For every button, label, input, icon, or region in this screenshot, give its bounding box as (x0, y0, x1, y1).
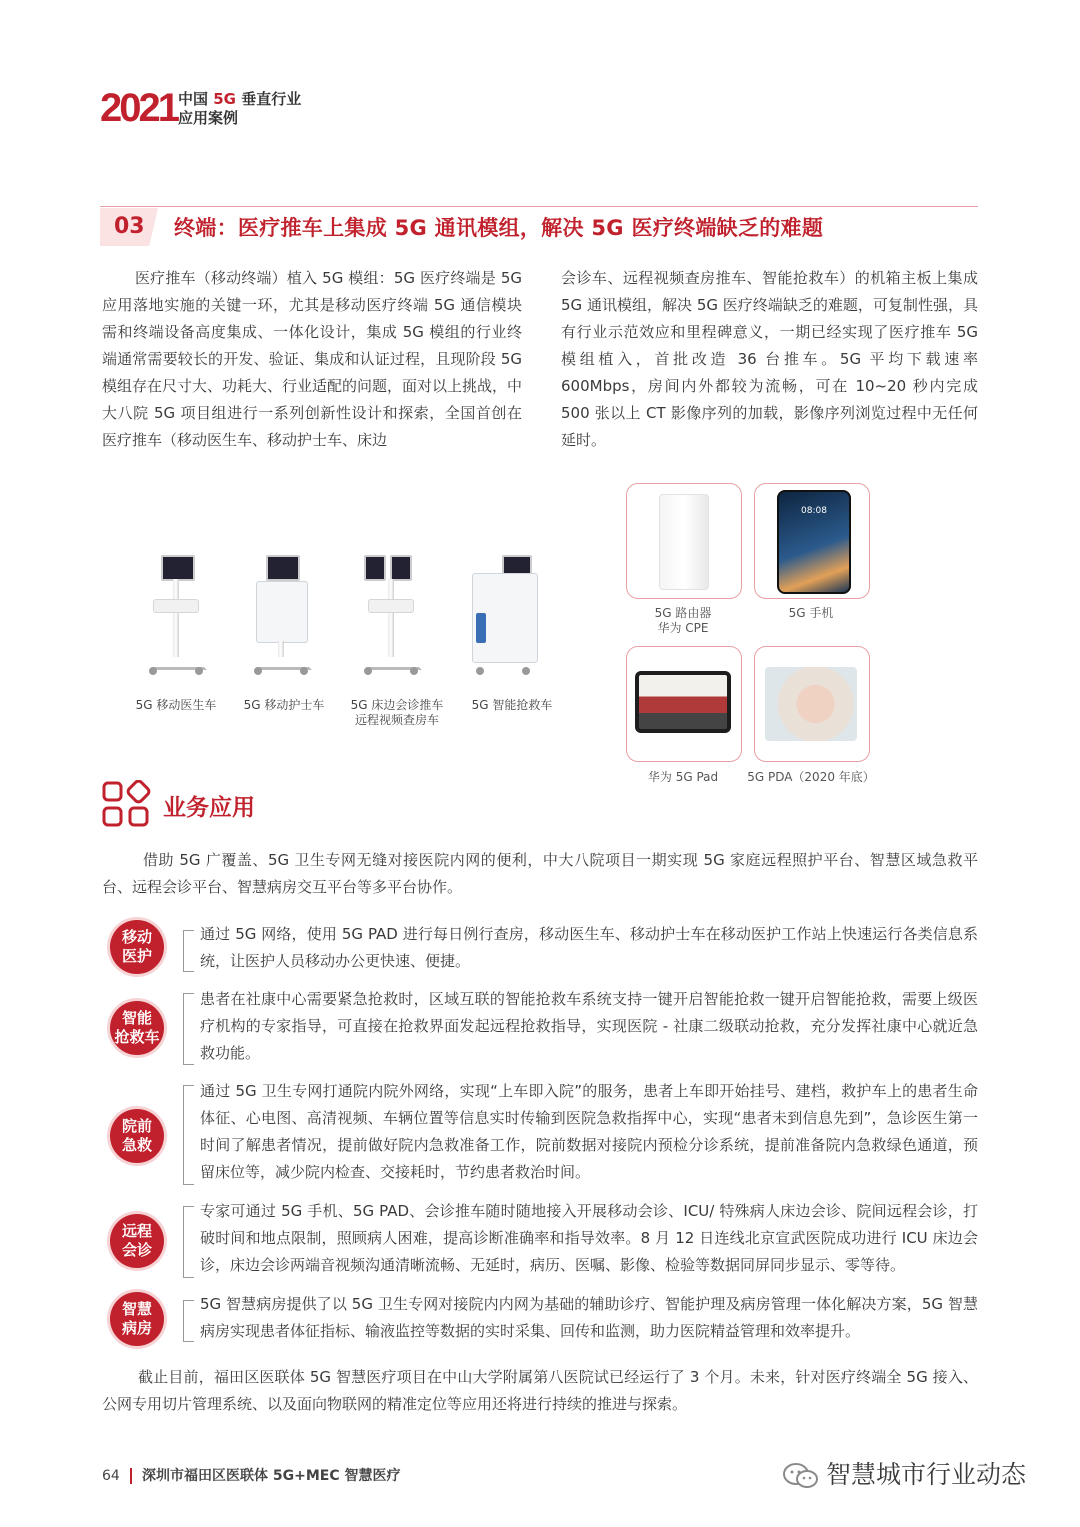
pda-card (754, 646, 870, 762)
badge-mobile-care: 移动 医护 (110, 920, 164, 974)
doctor-cart-image (135, 555, 215, 685)
router-card (626, 483, 742, 599)
item-text-smart-rescue: 患者在社康中心需要紧急抢救时，区域互联的智能抢救车系统支持一键开启智能抢救一键开启智能抢救，需要上级医疗机构的专家指导，可直接在抢救界面发起远程抢救指导，实现医院 - 社康二级联动抢救，充分发挥社康中心就近急救功能。 (200, 990, 978, 1062)
watermark-text: 智慧城市行业动态 (826, 1460, 1027, 1489)
bracket (183, 993, 194, 1065)
bracket (183, 930, 194, 972)
item-text-smart-ward: 5G 智慧病房提供了以 5G 卫生专网对接院内内网为基础的辅助诊疗、智能护理及病房管理一体化解决方案，5G 智慧病房实现患者体征指标、输液监控等数据的实时采集、回传和监测，助力医院精益管理和效率提升。 (200, 1295, 978, 1340)
section-divider (100, 206, 978, 207)
business-title: 业务应用 (163, 795, 255, 821)
cart-caption: 5G 移动护士车 (243, 698, 325, 712)
badge-smart-rescue: 智能 抢救车 (110, 1001, 164, 1055)
badge-remote-consult: 远程 会诊 (110, 1214, 164, 1268)
cart-caption: 5G 移动医生车 (135, 698, 217, 712)
pda-icon (765, 667, 857, 741)
phone-icon: 08:08 (777, 490, 851, 594)
closing-paragraph: 截止目前，福田区医联体 5G 智慧医疗项目在中山大学附属第八医院试已经运行了 3 个月。未来，针对医疗终端全 5G 接入、公网专用切片管理系统、以及面向物联网的精准定位等应用还将进行持续的推进与探索。 (102, 1368, 978, 1413)
router-icon (659, 494, 709, 590)
nurse-cart-image (240, 555, 320, 685)
bracket (183, 1085, 194, 1185)
item-text-prehospital: 通过 5G 卫生专网打通院内院外网络，实现“上车即入院”的服务，患者上车即开始挂号、建档，救护车上的患者生命体征、心电图、高清视频、车辆位置等信息实时传输到医院急救指挥中心，实现“患者未到信息先到”，急诊医生第一时间了解患者情况，提前做好院内急救准备工作，院前数据对接院内预检分诊系统，提前准备院内急救绿色通道，预留床位等，减少院内检查、交接耗时，节约患者救治时间。 (200, 1082, 978, 1181)
tablet-card (626, 646, 742, 762)
section-number: 03 (114, 214, 145, 239)
device-caption: 5G PDA（2020 年底） (747, 770, 875, 784)
business-intro: 借助 5G 广覆盖、5G 卫生专网无缝对接医院内网的便利，中大八院项目一期实现 5G 家庭远程照护平台、智慧区域急救平台、远程会诊平台、智慧病房交互平台等多平台协作。 (102, 851, 978, 896)
tablet-icon (635, 671, 731, 733)
logo-year: 2021 (100, 86, 177, 130)
wechat-icon (782, 1462, 820, 1490)
footer-divider (130, 1468, 132, 1484)
section-title: 终端：医疗推车上集成 5G 通讯模组，解决 5G 医疗终端缺乏的难题 (174, 216, 824, 240)
device-caption: 5G 路由器 华为 CPE (654, 606, 712, 635)
phone-card (754, 483, 870, 599)
bracket (183, 1300, 194, 1342)
item-text-mobile-care: 通过 5G 网络，使用 5G PAD 进行每日例行查房，移动医生车、移动护士车在移动医护工作站上快速运行各类信息系统，让医护人员移动办公更快速、便捷。 (200, 925, 978, 970)
device-caption: 5G 手机 (788, 606, 834, 620)
body-right-column: 会诊车、远程视频查房推车、智能抢救车）的机箱主板上集成 5G 通讯模组，解决 5G 医疗终端缺乏的难题，可复制性强，具有行业示范效应和里程碑意义，一期已经实现了医疗推车 5G 模组植入，首批改造 36 台推车。5G 平均下载速率 600Mbps，房间内外都较为流畅，可在 10~20 秒内完成 500 张以上 CT 影像序列的加载，影像序列浏览过程中无任何延时。 (561, 269, 978, 449)
rescue-cart-image (462, 555, 542, 685)
device-caption: 华为 5G Pad (647, 770, 719, 784)
logo-title: 中国 5G 垂直行业 应用案例 (178, 90, 302, 127)
body-left-column: 医疗推车（移动终端）植入 5G 模组：5G 医疗终端是 5G 应用落地实施的关键一环，尤其是移动医疗终端 5G 通信模块需和终端设备高度集成、一体化设计，集成 5G 模组的行业终端通常需要较长的开发、验证、集成和认证过程，且现阶段 5G 模组存在尺寸大、功耗大、行业适配的问题，面对以上挑战，中大八院 5G 项目组进行一系列创新性设计和探索，全国首创在医疗推车（移动医生车、移动护士车、床边 (102, 269, 523, 449)
badge-prehospital: 院前 急救 (110, 1109, 164, 1163)
item-text-remote-consult: 专家可通过 5G 手机、5G PAD、会诊推车随时随地接入开展移动会诊、ICU/ 特殊病人床边会诊、院间远程会诊，打破时间和地点限制，照顾病人困难，提高诊断准确率和指导效率。8 月 12 日连线北京宣武医院成功进行 ICU 床边会诊，床边会诊两端音视频沟通清晰流畅、无延时，病历、医嘱、影像、检验等数据同屏同步显示、零等待。 (200, 1202, 978, 1274)
page-number: 64 (102, 1468, 120, 1484)
apps-grid-icon (102, 780, 152, 828)
cart-caption: 5G 床边会诊推车 远程视频查房车 (350, 698, 444, 727)
bracket (183, 1206, 194, 1278)
footer-title: 深圳市福田区医联体 5G+MEC 智慧医疗 (142, 1468, 401, 1484)
consult-cart-image (350, 555, 430, 685)
badge-smart-ward: 智慧 病房 (110, 1292, 164, 1346)
cart-caption: 5G 智能抢救车 (471, 698, 553, 712)
